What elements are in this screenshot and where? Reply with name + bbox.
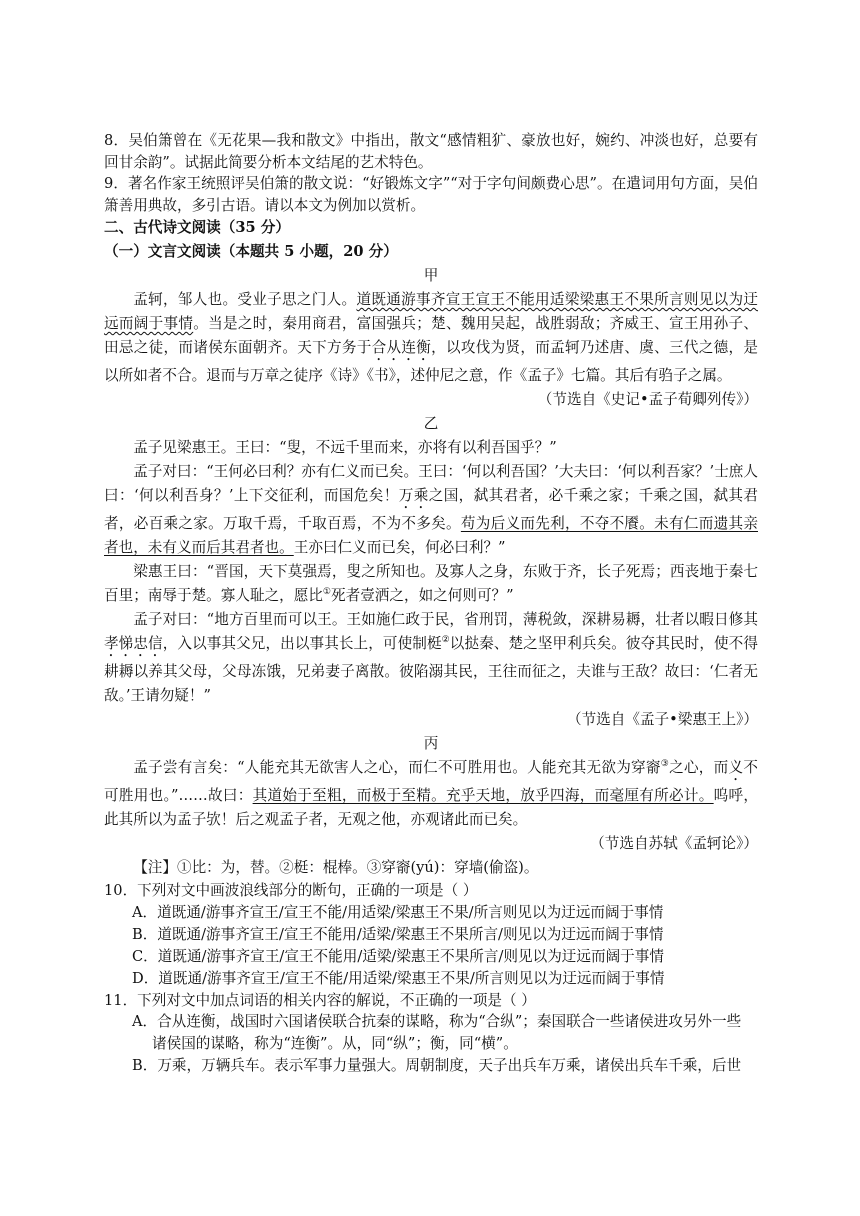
question-10-option-d: D．道既通/游事齐宣王/宣王不能/用适梁/梁惠王不果/所言则见以为迂远而阔于事情	[132, 969, 665, 987]
yi-text-1: 孟子对曰：“王何必曰利？亦有仁义而已矣。王曰：‘何以利吾国？’大夫曰：‘何以利吾家？’士庶人曰：‘何以利吾身？’上下交征利，而国危矣！	[104, 463, 758, 504]
question-10-stem: 10．下列对文中画波浪线部分的断句，正确的一项是（ ）	[104, 882, 478, 899]
yi-text-4: 梁惠王曰：“晋国，天下莫强焉，叟之所知也。及寡人之身，东败于齐，长子死焉；西丧地于秦七百里；南辱于楚。寡人耻之，愿比	[104, 563, 758, 604]
passage-bing-source: （节选自苏轼《孟轲论》）	[590, 835, 758, 852]
annotation-note: 【注】①比：为，替。②梃：棍棒。③穿窬(yú)：穿墙(偷盗)。	[133, 859, 539, 876]
bing-text-2: 之心，而	[669, 759, 729, 776]
question-10-option-b: B．道既通/游事齐宣王/宣王不能用/适梁/梁惠王不果所言/则见以为迂远而阔于事情	[132, 925, 664, 943]
question-10-option-c: C．道既通/游事齐宣王/宣王不能用/适梁/梁惠王不果所言/则见以为迂远而阔于事情	[132, 947, 664, 965]
yi-text-6: 孟子对曰：“地方百里而可以王。王如施仁政于民，省刑罚，薄税敛，深耕易耨，壮者以暇日修其	[133, 611, 758, 628]
footnote-marker-2: ②	[441, 635, 450, 645]
footnote-marker-3: ③	[660, 759, 670, 769]
passage-bing-title: 丙	[423, 735, 439, 752]
bing-text-1: 孟子尝有言矣：“人能充其无欲害人之心，而仁不可胜用也。人能充其无欲为穿窬	[133, 759, 661, 776]
yi-text-7: ，入以事其父兄，出以事其长上，可使制梃	[162, 635, 442, 652]
question-11-option-a-line-1: A．合从连衡，战国时六国诸侯联合抗秦的谋略，称为“合纵”；秦国联合一些诸侯进攻另外一些	[132, 1013, 742, 1030]
subsection-heading: （一）文言文阅读（本题共 5 小题，20 分）	[104, 243, 398, 260]
yi-text-2: 之国，弑其君者，必千乘之家；千乘之国，弑其君者，必百乘之家。万取千焉，千取百焉，不为不多矣。	[104, 487, 758, 532]
passage-yi-para-4	[104, 608, 758, 708]
question-10-option-a: A．道既通/游事齐宣王/宣王不能/用适梁/梁惠王不果/所言则见以为迂远而阔于事情	[132, 903, 664, 921]
footnote-marker-1: ①	[322, 587, 331, 597]
yi-text-3: 王亦曰仁义而已矣，何必曰利？”	[293, 539, 506, 556]
passage-jia-title: 甲	[423, 267, 439, 284]
underlined-sentence-bing: 其道始于至粗，而极于至精。充乎天地，放乎四海，而毫厘有所必计。	[252, 787, 714, 804]
underlined-sentence-yi: 苟为后义而先利，不夺不餍。未有仁而遗其亲者也，未有义而后其君者也。	[104, 515, 758, 556]
passage-yi-para-2	[104, 460, 758, 560]
passage-yi-source: （节选自《孟子•梁惠王上》）	[566, 711, 758, 728]
question-11-option-a-line-2: 诸侯国的谋略，称为“连衡”。从，同“纵”；衡，同“横”。	[152, 1035, 518, 1052]
passage-yi-para-1: 孟子见梁惠王。王曰：“叟，不远千里而来，亦将有以利吾国乎？”	[133, 439, 557, 456]
section-heading: 二、古代诗文阅读（35 分）	[104, 219, 290, 236]
bing-text-3: 不可胜用也。”……故曰：	[104, 759, 758, 804]
jia-text-3: ，以攻伐为贤，而孟轲乃述唐、虞、三代之德，是以所如者不合。退而与万章之徒序《诗》《书》，述仲尼之意，作《孟子》七篇。其后有驺子之属。	[104, 339, 758, 384]
question-11-option-b-line-1: B．万乘，万辆兵车。表示军事力量强大。周朝制度，天子出兵车万乘，诸侯出兵车千乘，后世	[132, 1057, 742, 1074]
dotted-term-yi: 义	[728, 759, 744, 776]
page-content	[104, 130, 758, 1077]
jia-text-1: 孟轲，邹人也。受业子思之门人。	[133, 291, 357, 308]
wavy-underlined-sentence: 道既通游事齐宣王宣王不能用适梁梁惠王不果所言则见以为迂远而阔于事情	[104, 291, 758, 332]
dotted-term-hezong: 合从连衡	[371, 339, 432, 356]
question-8: 8．吴伯箫曾在《无花果—我和散文》中指出，散文“感情粗犷、豪放也好，婉约、冲淡也好，总要有回甘余韵”。试据此简要分析本文结尾的艺术特色。	[104, 132, 758, 171]
passage-bing-text	[104, 756, 758, 832]
yi-text-8: 以挞秦、楚之坚甲利兵矣。彼夺其民时，使不得耕耨以养其父母，父母冻饿，兄弟妻子离散。彼陷溺其民，王往而征之，夫谁与王敌？故曰：‘仁者无敌。’王请勿疑！”	[104, 635, 758, 704]
passage-jia-source: （节选自《史记•孟子荀卿列传》）	[537, 391, 758, 408]
dotted-term-wansheng: 万乘	[398, 487, 429, 504]
bing-text-4: 呜呼，此其所以为孟子欤！后之观孟子者，无观之他，亦观诸此而已矣。	[104, 787, 758, 828]
passage-yi-title: 乙	[423, 415, 439, 432]
question-9: 9．著名作家王统照评吴伯箫的散文说：“好锻炼文字”“对于字句间颇费心思”。在遣词用句方面，吴伯箫善用典故，多引古语。请以本文为例加以赏析。	[104, 175, 758, 214]
passage-jia-text	[104, 288, 758, 388]
jia-text-2: 。当是之时，秦用商君，富国强兵；楚、魏用吴起，战胜弱敌；齐威王、宣王用孙子、田忌之徒，而诸侯东面朝齐。天下方务于	[104, 315, 758, 356]
yi-text-5: 死者壹洒之，如之何则可？”	[331, 587, 514, 604]
passage-yi-para-3	[104, 560, 758, 608]
question-11-stem: 11．下列对文中加点词语的相关内容的解说，不正确的一项是（ ）	[104, 991, 536, 1009]
dotted-term-xiaoti: 孝悌忠信	[104, 635, 163, 652]
